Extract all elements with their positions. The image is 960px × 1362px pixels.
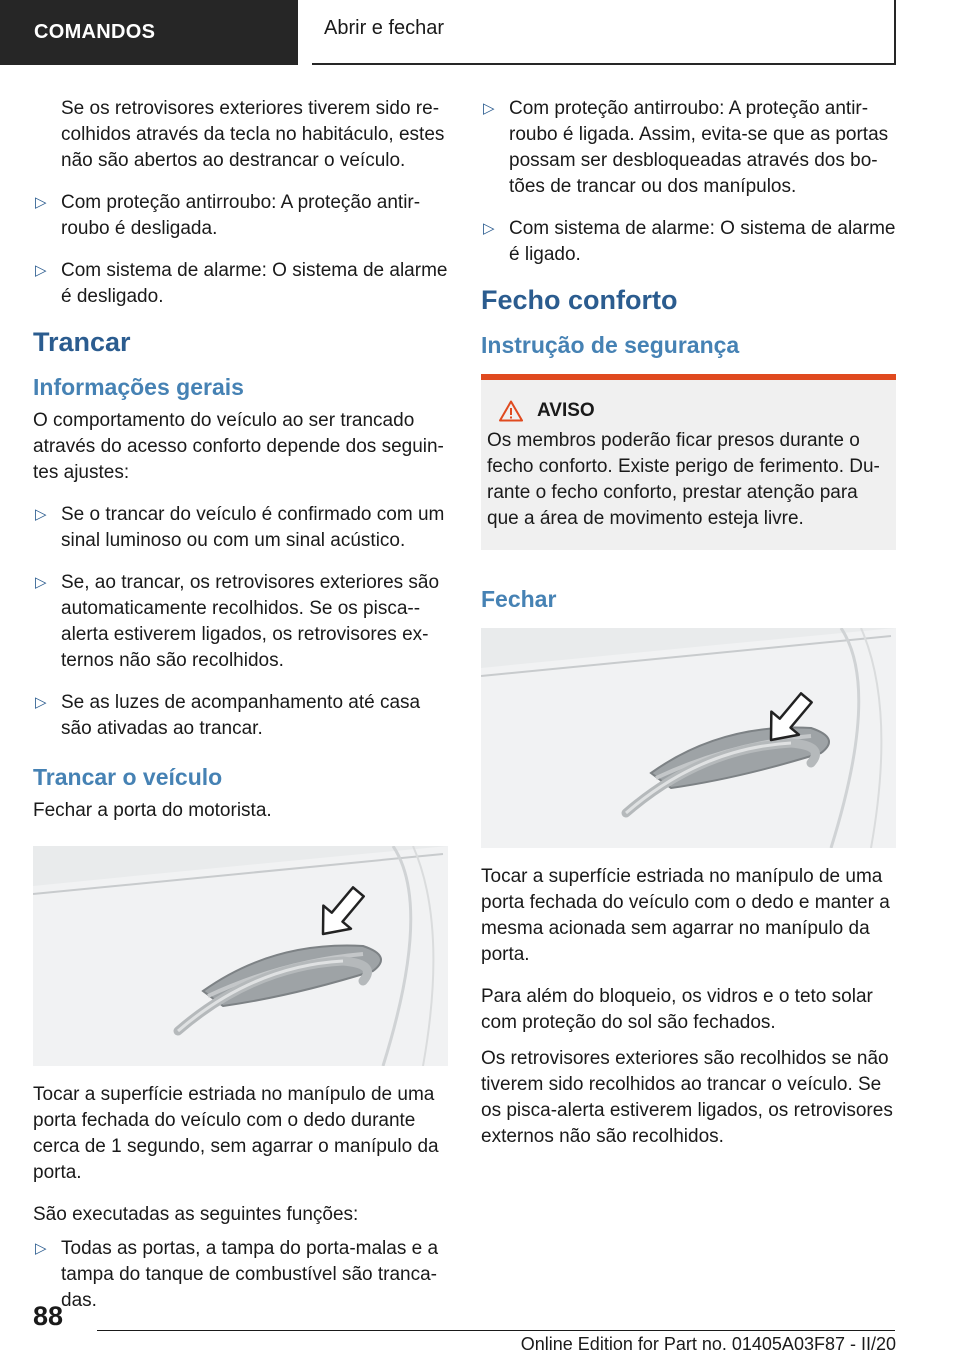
bullet-icon: ▷ bbox=[35, 262, 47, 279]
bullet-list-functions bbox=[33, 1236, 448, 1314]
intro-paragraph: Se os retrovisores exteriores tiverem sido re-colhidos através da tecla no habitáculo, estes não são abertos ao destrancar o veículo. bbox=[61, 98, 445, 171]
bullet-icon: ▷ bbox=[35, 506, 47, 523]
close-instruction-paragraph: Tocar a superfície estriada no manípulo de uma porta fechada do veículo com o dedo e manter a mesma acionada sem agarrar no manípulo da porta. bbox=[481, 866, 890, 965]
left-column bbox=[33, 96, 448, 1330]
door-handle-illustration-close bbox=[481, 628, 896, 848]
warning-heading bbox=[487, 400, 888, 422]
heading-informacoes-gerais: Informações gerais bbox=[33, 374, 244, 400]
heading-trancar-veiculo: Trancar o veículo bbox=[33, 764, 223, 790]
bullet-list-top-left bbox=[33, 190, 448, 310]
info-paragraph: O comportamento do veículo ao ser trancado através do acesso conforto depende dos seguin-tes ajustes: bbox=[33, 410, 444, 483]
heading-instrucao-seguranca: Instrução de segurança bbox=[481, 332, 740, 358]
lock-paragraph: Fechar a porta do motorista. bbox=[33, 800, 272, 821]
list-item: ▷ Com proteção antirroubo: A proteção antir-roubo é desligada. bbox=[35, 192, 421, 239]
list-item: ▷ Se o trancar do veículo é confirmado com um sinal luminoso ou com um sinal acústico. bbox=[35, 504, 445, 551]
bullet-icon: ▷ bbox=[483, 100, 495, 117]
chapter-title: Abrir e fechar bbox=[324, 17, 445, 39]
section-title: COMANDOS bbox=[34, 21, 156, 43]
warning-title: AVISO bbox=[537, 400, 595, 421]
list-item: ▷ Com sistema de alarme: O sistema de alarme é ligado. bbox=[483, 218, 896, 265]
list-item: ▷ Se as luzes de acompanhamento até casa são ativadas ao trancar. bbox=[35, 692, 421, 739]
footer-divider bbox=[97, 1330, 895, 1331]
warning-text: Os membros poderão ficar presos durante o fecho conforto. Existe perigo de ferimento. Du-rante o fecho conforto, prestar atenção para que a área de movimento esteja livre. bbox=[487, 430, 880, 529]
bullet-list-top-right bbox=[481, 96, 896, 268]
close-paragraph-2: Para além do bloqueio, os vidros e o teto solar com proteção do sol são fechados. bbox=[481, 986, 873, 1033]
door-handle-illustration bbox=[33, 846, 448, 1066]
bullet-icon: ▷ bbox=[35, 194, 47, 211]
bullet-list-info bbox=[33, 502, 448, 742]
bullet-icon: ▷ bbox=[35, 694, 47, 711]
warning-triangle-icon bbox=[499, 400, 523, 422]
heading-fechar: Fechar bbox=[481, 586, 557, 612]
door-handle-figure-close bbox=[481, 628, 896, 848]
list-item: ▷ Com proteção antirroubo: A proteção antir-roubo é ligada. Assim, evita-se que as portas possam ser desbloqueadas através dos bo-tões de trancar ou dos manípulos. bbox=[483, 98, 889, 197]
close-paragraph-3: Os retrovisores exteriores são recolhidos se não tiverem sido recolhidos ao trancar o veículo. Se os pisca-alerta estiverem ligados, os retrovisores externos não são recolhidos. bbox=[481, 1048, 893, 1147]
right-column bbox=[481, 96, 896, 1166]
bullet-icon: ▷ bbox=[35, 574, 47, 591]
door-handle-figure bbox=[33, 846, 448, 1066]
list-item: ▷ Todas as portas, a tampa do porta-malas e a tampa do tanque de combustível são tranca-das. bbox=[35, 1238, 439, 1311]
after-figure-paragraph: Tocar a superfície estriada no manípulo de uma porta fechada do veículo com o dedo durante cerca de 1 segundo, sem agarrar o manípulo da porta. bbox=[33, 1084, 439, 1183]
section-tab bbox=[0, 0, 298, 65]
footer-edition: Online Edition for Part no. 01405A03F87 - II/20 bbox=[520, 1334, 896, 1354]
heading-trancar: Trancar bbox=[33, 327, 131, 357]
heading-fecho-conforto: Fecho conforto bbox=[481, 285, 678, 315]
list-item: ▷ Com sistema de alarme: O sistema de alarme é desligado. bbox=[35, 260, 448, 307]
bullet-icon: ▷ bbox=[483, 220, 495, 237]
warning-box bbox=[481, 374, 896, 550]
functions-intro: São executadas as seguintes funções: bbox=[33, 1204, 359, 1225]
bullet-icon: ▷ bbox=[35, 1240, 47, 1257]
page-number: 88 bbox=[33, 1301, 64, 1331]
chapter-header bbox=[312, 0, 896, 65]
list-item: ▷ Se, ao trancar, os retrovisores exteriores são automaticamente recolhidos. Se os pisca--alerta estiverem ligados, os retrovisores ex-ternos não são recolhidos. bbox=[35, 572, 440, 671]
